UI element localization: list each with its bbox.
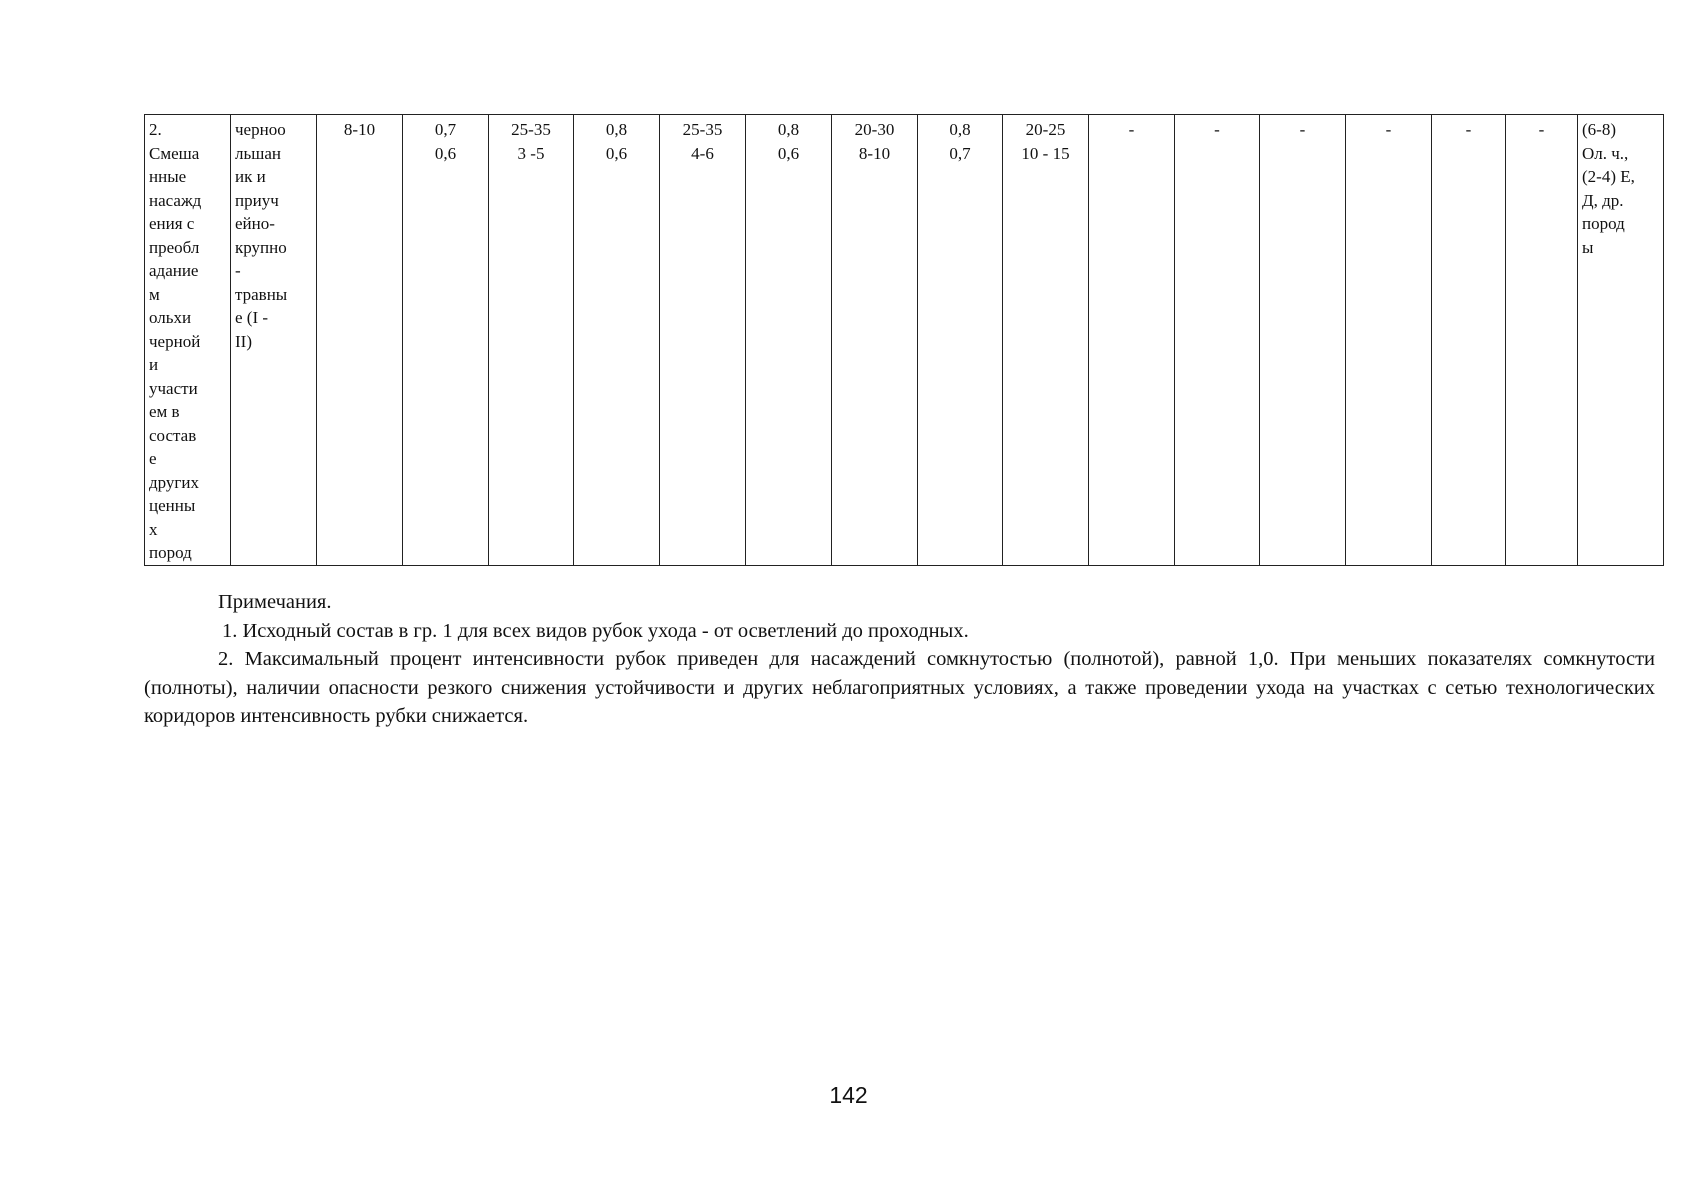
cell-line: м: [149, 284, 160, 304]
cell-line: крупно: [235, 237, 287, 257]
cell-line: льшан: [235, 143, 281, 163]
cell-line: 4-6: [691, 143, 714, 163]
table-cell-col-10: [918, 115, 1003, 566]
notes-heading: Примечания.: [218, 591, 332, 613]
cell-line: 0,6: [777, 143, 800, 163]
table-cell-col-17: [1506, 115, 1578, 566]
cell-line: II): [235, 331, 252, 351]
cell-line: -: [235, 261, 241, 280]
cell-line: нные: [149, 167, 187, 186]
cell-line: 2.: [149, 120, 162, 139]
notes-section: [144, 588, 1655, 731]
cell-line: -: [1128, 120, 1135, 139]
cell-line: пород: [149, 543, 192, 562]
table-row: [145, 115, 1664, 566]
cell-line: -: [1299, 120, 1306, 139]
cell-line: насажд: [149, 190, 202, 210]
table-cell-col-15: [1346, 115, 1432, 566]
cell-line: -: [1465, 120, 1472, 139]
cell-line: Д, др.: [1582, 190, 1624, 210]
cell-line: -: [1214, 120, 1220, 139]
cell-line: состав: [149, 425, 197, 445]
cell-line: (2-4) Е,: [1582, 167, 1635, 186]
page-number: 142: [829, 1082, 868, 1108]
cell-line: 25-35: [511, 120, 551, 139]
cell-line: 8-10: [343, 120, 376, 139]
cell-line: и: [149, 355, 159, 374]
cell-line: 20-25: [1025, 120, 1066, 139]
cell-line: адание: [149, 261, 199, 280]
table-cell-col-5: [489, 115, 574, 566]
table-cell-col-13: [1175, 115, 1260, 566]
table-cell-col-6: [574, 115, 660, 566]
cell-line: пород: [1582, 214, 1625, 233]
cell-line: преобл: [149, 237, 200, 257]
cell-line: 0,7: [434, 120, 457, 139]
cell-line: ик и: [235, 167, 266, 186]
cell-line: черной: [149, 331, 201, 351]
cell-line: 3 -5: [517, 143, 545, 163]
cell-line: -: [1538, 120, 1545, 139]
cell-line: 0,6: [605, 143, 628, 163]
table-cell-col-3: [317, 115, 403, 566]
cell-line: (6-8): [1582, 120, 1616, 139]
cell-line: Смеша: [149, 143, 200, 163]
cell-line: 0,8: [777, 120, 800, 139]
table-cell-col-4: [403, 115, 489, 566]
note-2: 2. Максимальный процент интенсивности рубок приведен для насаждений сомкнутостью (полнотой), равной 1,0. При меньших показателях сомкнутости (полноты), наличии опасности резкого снижения устойчивости и других неблагоприятных условиях, а также проведении ухода на участках с сетью технологических коридоров интенсивность рубки снижается.: [144, 648, 1655, 727]
cell-line: 8-10: [858, 143, 891, 163]
cell-line: -: [1385, 120, 1392, 139]
note-1: 1. Исходный состав в гр. 1 для всех видов рубок ухода - от осветлений до проходных.: [222, 619, 969, 642]
table-cell-col-1: [145, 115, 231, 566]
cell-line: 0,7: [949, 143, 971, 163]
cell-line: травны: [235, 284, 288, 304]
cell-line: ейно-: [235, 214, 275, 233]
cell-line: ольхи: [149, 308, 192, 327]
cell-line: х: [149, 519, 158, 539]
cell-line: приуч: [235, 190, 279, 210]
cell-line: 0,8: [605, 120, 628, 139]
cell-line: ения с: [149, 214, 195, 233]
cell-line: 25-35: [682, 120, 723, 139]
cell-line: ем в: [149, 402, 180, 421]
cell-line: ценны: [149, 496, 196, 515]
table-cell-col-2: [231, 115, 317, 566]
cell-line: других: [149, 472, 199, 492]
table-cell-col-8: [746, 115, 832, 566]
cell-line: 0,8: [949, 120, 971, 139]
cell-line: 20-30: [854, 120, 895, 139]
table-cell-col-18: [1578, 115, 1664, 566]
cell-line: черноо: [235, 120, 286, 139]
cell-line: е (I -: [235, 308, 269, 327]
table-cell-col-7: [660, 115, 746, 566]
forestry-thinning-table: [144, 114, 1664, 566]
table-cell-col-14: [1260, 115, 1346, 566]
table-cell-col-12: [1089, 115, 1175, 566]
table-cell-col-11: [1003, 115, 1089, 566]
table-cell-col-16: [1432, 115, 1506, 566]
cell-line: е: [149, 449, 157, 468]
cell-line: 0,6: [434, 143, 457, 163]
cell-line: участи: [149, 378, 198, 398]
cell-line: Ол. ч.,: [1582, 143, 1629, 163]
table-cell-col-9: [832, 115, 918, 566]
cell-line: 10 - 15: [1021, 143, 1070, 163]
cell-line: ы: [1582, 237, 1594, 257]
